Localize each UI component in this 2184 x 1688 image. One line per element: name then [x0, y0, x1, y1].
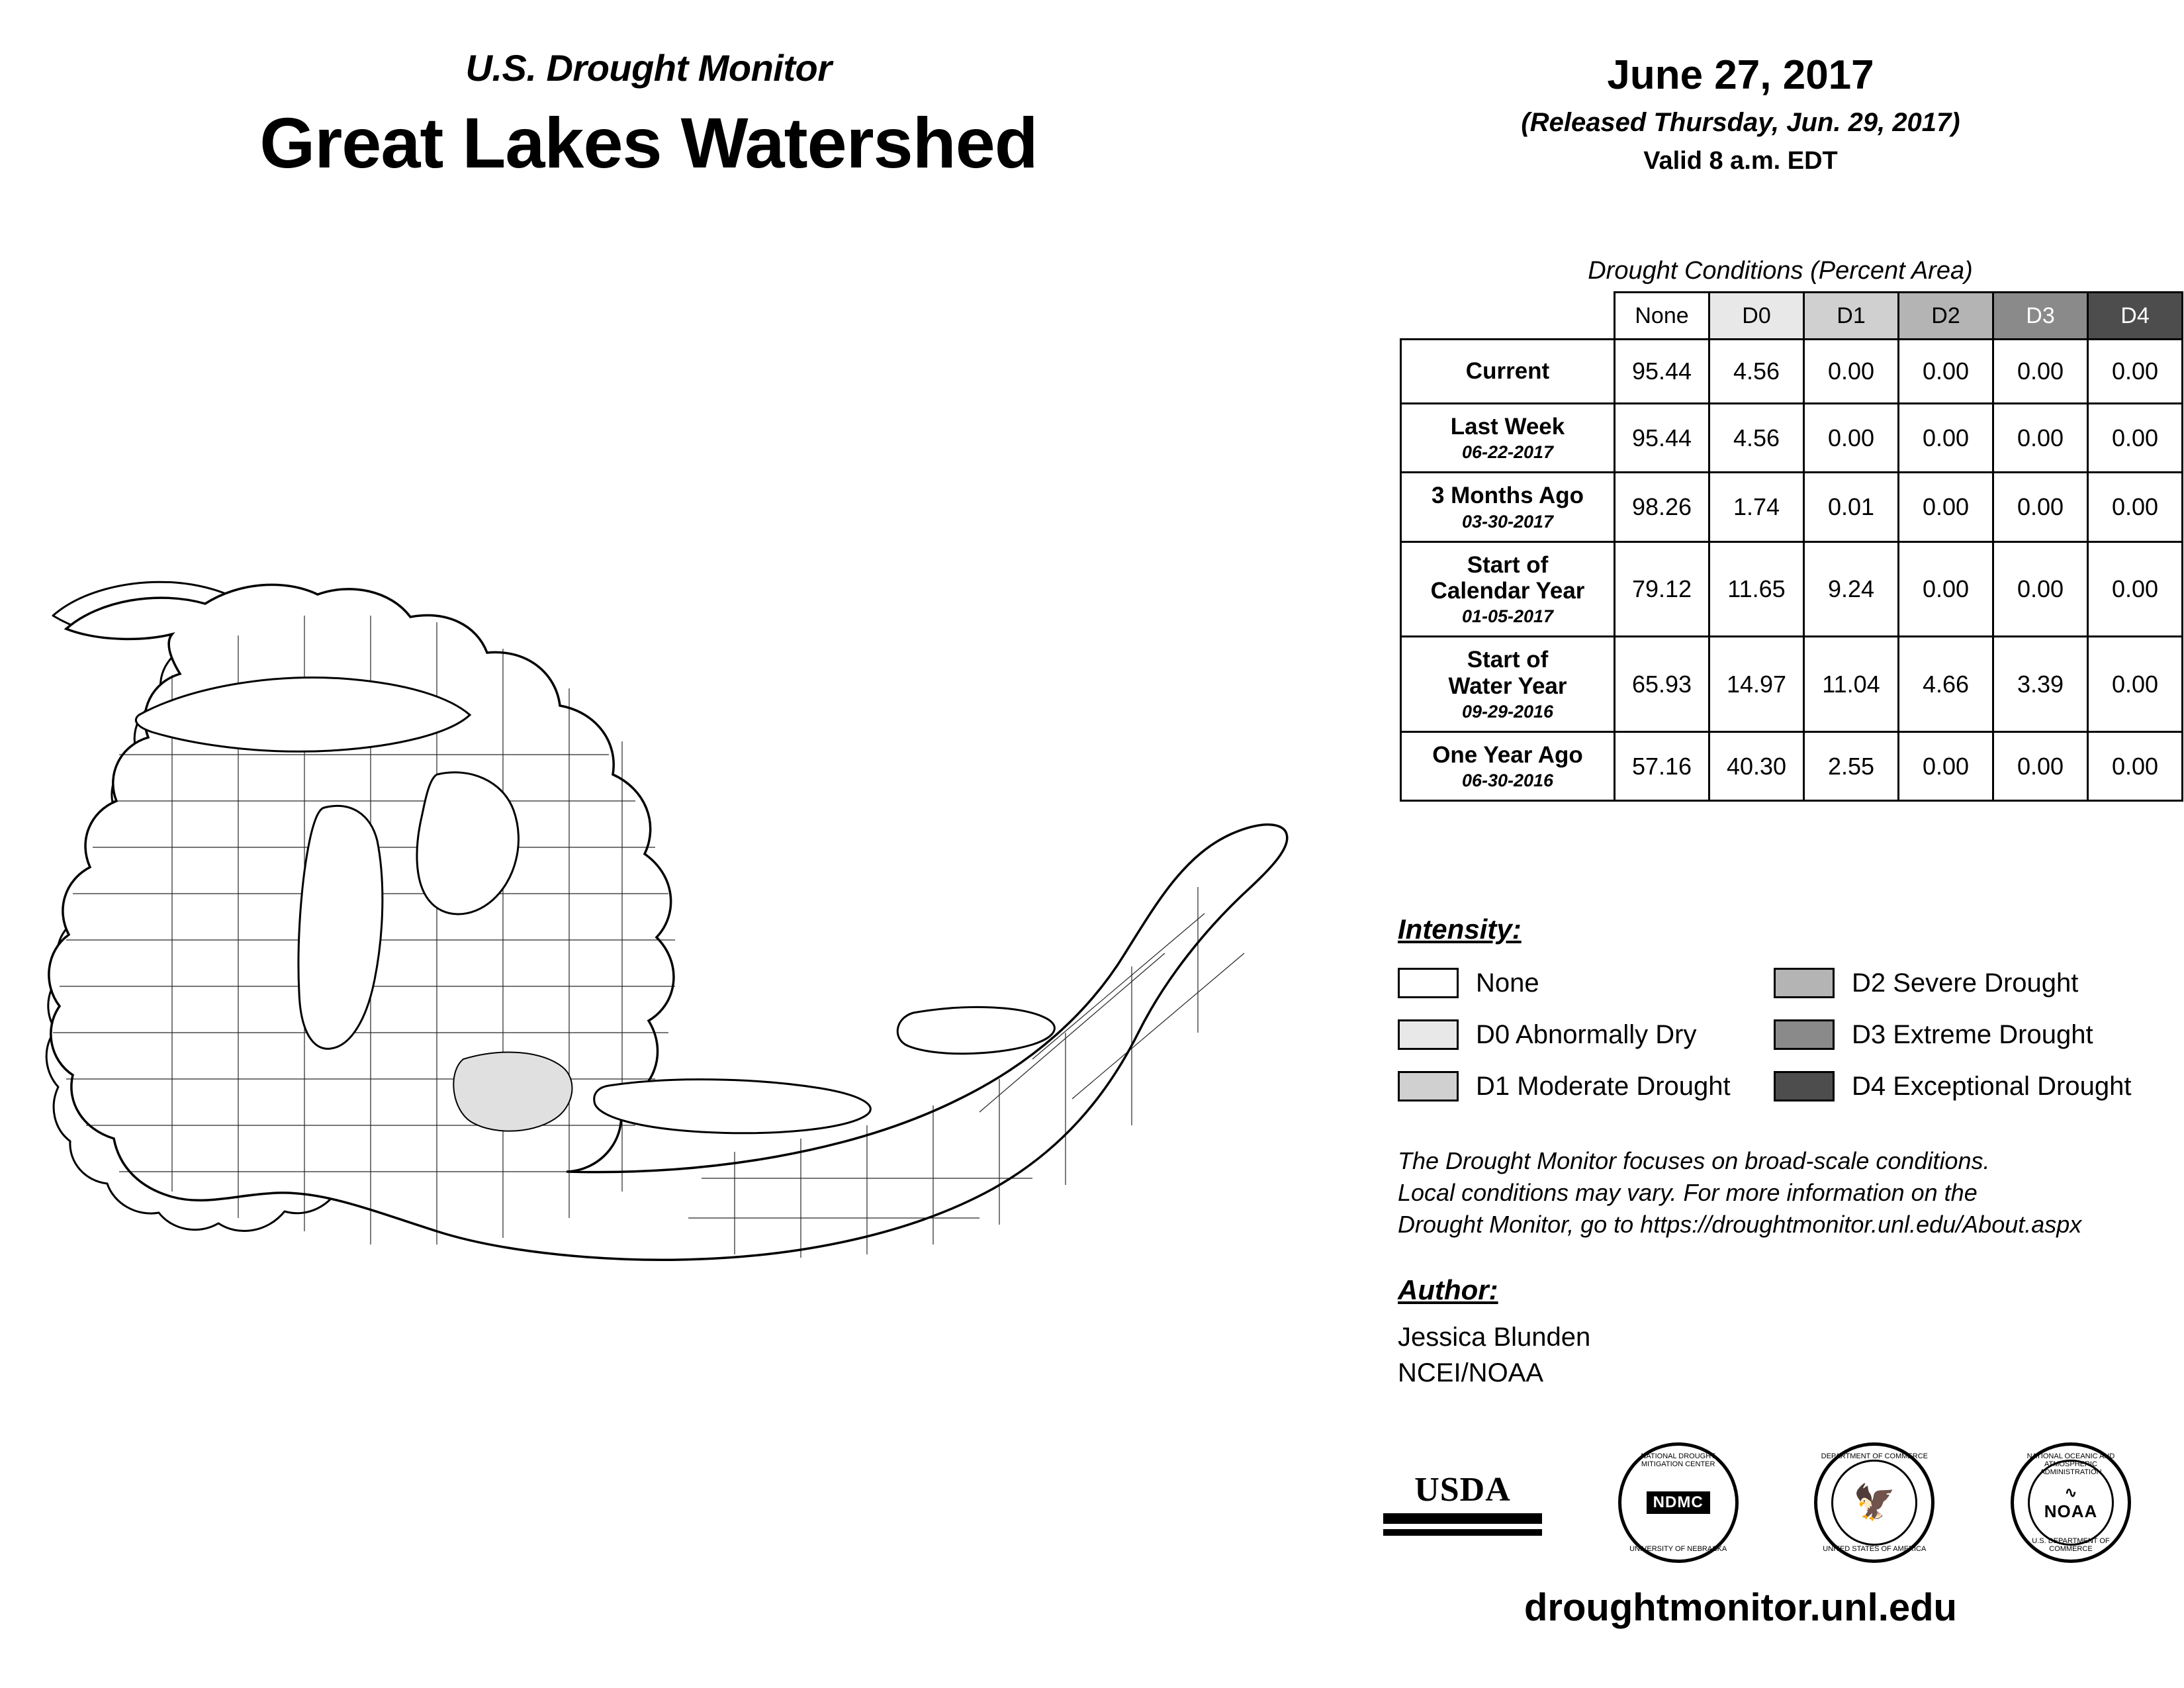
row-label-current — [1401, 340, 1615, 404]
cell-calyear-d1: 9.24 — [1804, 541, 1899, 637]
program-title: U.S. Drought Monitor — [465, 47, 832, 89]
cell-oneyear-d3: 0.00 — [1993, 732, 2088, 801]
row-label-date: 06-30-2016 — [1461, 771, 1554, 791]
cell-calyear-d4: 0.00 — [2088, 541, 2183, 637]
author-name: Jessica Blunden — [1398, 1323, 1591, 1352]
noaa-logo-text: NOAA — [2044, 1501, 2098, 1521]
legend-swatch-d0-icon — [1398, 1019, 1459, 1050]
row-label-date: 06-22-2017 — [1461, 442, 1554, 463]
usda-logo-bar-icon — [1383, 1513, 1542, 1524]
row-label-text: One Year Ago — [1432, 742, 1583, 769]
cell-lastweek-d1: 0.00 — [1804, 404, 1899, 473]
cell-3months-d4: 0.00 — [2088, 473, 2183, 541]
logo-row — [1383, 1440, 2131, 1566]
row-label-date: 09-29-2016 — [1461, 701, 1554, 722]
cell-wateryear-d4: 0.00 — [2088, 637, 2183, 732]
ndmc-ring-bottom-text: UNIVERSITY OF NEBRASKA — [1629, 1545, 1727, 1553]
cell-wateryear-none: 65.93 — [1615, 637, 1709, 732]
usda-logo-text: USDA — [1414, 1470, 1511, 1509]
cell-wateryear-d1: 11.04 — [1804, 637, 1899, 732]
legend-label-d2: D2 Severe Drought — [1852, 968, 2079, 998]
great-lakes-watershed-map[interactable] — [40, 556, 1297, 1311]
cell-oneyear-d0: 40.30 — [1709, 732, 1804, 801]
legend-swatch-none-icon — [1398, 968, 1459, 998]
author-block — [1398, 1319, 1590, 1391]
cell-3months-d2: 0.00 — [1899, 473, 1993, 541]
table-caption: Drought Conditions (Percent Area) — [1588, 257, 1973, 285]
ndmc-logo-text: NDMC — [1647, 1491, 1710, 1514]
legend-label-d4: D4 Exceptional Drought — [1852, 1071, 2132, 1101]
row-label-text: Last Week — [1450, 414, 1565, 440]
cell-calyear-none: 79.12 — [1615, 541, 1709, 637]
row-label-one-year-ago — [1401, 732, 1615, 801]
legend-swatch-d2-icon — [1774, 968, 1835, 998]
disclaimer-line-2: Local conditions may vary. For more information on the — [1398, 1178, 1978, 1206]
usda-logo — [1383, 1470, 1542, 1536]
seagull-icon: ∿ — [2064, 1483, 2077, 1501]
date-block — [1297, 52, 2184, 175]
cell-current-d2: 0.00 — [1899, 340, 1993, 404]
legend-item-d4 — [1774, 1071, 2131, 1102]
usda-logo-bar2-icon — [1383, 1529, 1542, 1536]
table-header-row — [1401, 293, 2183, 340]
cell-wateryear-d0: 14.97 — [1709, 637, 1804, 732]
noaa-logo — [2011, 1442, 2131, 1563]
legend-item-d0 — [1398, 1019, 1696, 1050]
cell-calyear-d2: 0.00 — [1899, 541, 1993, 637]
column-header-d1: D1 — [1804, 293, 1899, 340]
disclaimer-line-3: Drought Monitor, go to https://droughtmonitor.unl.edu/About.aspx — [1398, 1210, 2082, 1238]
table-row — [1401, 637, 2183, 732]
row-label-text-line2: Calendar Year — [1430, 578, 1585, 604]
noaa-ring-bottom-text: U.S. DEPARTMENT OF COMMERCE — [2032, 1537, 2110, 1553]
intensity-legend-heading: Intensity: — [1398, 914, 1522, 945]
cell-lastweek-d0: 4.56 — [1709, 404, 1804, 473]
row-label-text: 3 Months Ago — [1431, 483, 1584, 509]
author-heading: Author: — [1398, 1274, 1498, 1305]
eagle-icon: 🦅 — [1852, 1483, 1896, 1522]
cell-3months-d3: 0.00 — [1993, 473, 2088, 541]
page-title: Great Lakes Watershed — [259, 103, 1038, 183]
cell-lastweek-d2: 0.00 — [1899, 404, 1993, 473]
cell-calyear-d0: 11.65 — [1709, 541, 1804, 637]
cell-lastweek-d4: 0.00 — [2088, 404, 2183, 473]
row-label-start-calendar-year — [1401, 541, 1615, 637]
cell-3months-none: 98.26 — [1615, 473, 1709, 541]
table-row — [1401, 732, 2183, 801]
table-corner-cell — [1401, 293, 1615, 340]
legend-item-d1 — [1398, 1071, 1731, 1102]
release-date: (Released Thursday, Jun. 29, 2017) — [1521, 108, 1960, 137]
author-affiliation: NCEI/NOAA — [1398, 1358, 1544, 1387]
row-label-text-line1: Start of — [1467, 551, 1549, 578]
cell-current-d4: 0.00 — [2088, 340, 2183, 404]
cell-3months-d0: 1.74 — [1709, 473, 1804, 541]
legend-item-d3 — [1774, 1019, 2093, 1050]
legend-item-d2 — [1774, 968, 2078, 998]
row-label-date: 01-05-2017 — [1461, 606, 1554, 627]
noaa-ring-top-text: NATIONAL OCEANIC AND ATMOSPHERIC ADMINISTRATION — [2026, 1452, 2115, 1476]
drought-area-d0 — [453, 1053, 572, 1131]
legend-label-d0: D0 Abnormally Dry — [1476, 1019, 1697, 1049]
disclaimer-text — [1398, 1145, 2165, 1241]
legend-item-none — [1398, 968, 1539, 998]
column-header-d0: D0 — [1709, 293, 1804, 340]
cell-oneyear-none: 57.16 — [1615, 732, 1709, 801]
cell-oneyear-d1: 2.55 — [1804, 732, 1899, 801]
legend-label-none: None — [1476, 968, 1539, 998]
valid-time: Valid 8 a.m. EDT — [1643, 147, 1838, 175]
footer-url: droughtmonitor.unl.edu — [1524, 1586, 1957, 1629]
map-container[interactable] — [40, 556, 1297, 1311]
department-of-commerce-logo — [1814, 1442, 1934, 1563]
disclaimer-line-1: The Drought Monitor focuses on broad-scale conditions. — [1398, 1147, 1990, 1174]
drought-conditions-table — [1400, 291, 2183, 802]
row-label-text-line2: Water Year — [1448, 673, 1567, 699]
cell-calyear-d3: 0.00 — [1993, 541, 2088, 637]
cell-lastweek-none: 95.44 — [1615, 404, 1709, 473]
cell-current-none: 95.44 — [1615, 340, 1709, 404]
row-label-start-water-year — [1401, 637, 1615, 732]
cell-wateryear-d3: 3.39 — [1993, 637, 2088, 732]
column-header-d3: D3 — [1993, 293, 2088, 340]
column-header-d2: D2 — [1899, 293, 1993, 340]
table-row — [1401, 473, 2183, 541]
ndmc-logo — [1618, 1442, 1739, 1563]
cell-current-d0: 4.56 — [1709, 340, 1804, 404]
column-header-d4: D4 — [2088, 293, 2183, 340]
title-block — [0, 46, 1297, 184]
row-label-3-months-ago — [1401, 473, 1615, 541]
ndmc-ring-top-text: NATIONAL DROUGHT MITIGATION CENTER — [1641, 1452, 1715, 1468]
cell-current-d1: 0.00 — [1804, 340, 1899, 404]
lake-erie — [594, 1080, 871, 1133]
legend-label-d1: D1 Moderate Drought — [1476, 1071, 1731, 1101]
legend-swatch-d1-icon — [1398, 1071, 1459, 1102]
cell-oneyear-d2: 0.00 — [1899, 732, 1993, 801]
table-row — [1401, 541, 2183, 637]
doc-ring-bottom-text: UNITED STATES OF AMERICA — [1823, 1545, 1927, 1553]
map-date: June 27, 2017 — [1607, 52, 1874, 98]
cell-oneyear-d4: 0.00 — [2088, 732, 2183, 801]
cell-lastweek-d3: 0.00 — [1993, 404, 2088, 473]
doc-ring-top-text: DEPARTMENT OF COMMERCE — [1821, 1452, 1928, 1460]
column-header-none: None — [1615, 293, 1709, 340]
cell-3months-d1: 0.01 — [1804, 473, 1899, 541]
cell-current-d3: 0.00 — [1993, 340, 2088, 404]
row-label-last-week — [1401, 404, 1615, 473]
row-label-date: 03-30-2017 — [1461, 511, 1554, 532]
cell-wateryear-d2: 4.66 — [1899, 637, 1993, 732]
row-label-text-line1: Start of — [1467, 647, 1549, 673]
lake-ontario — [897, 1007, 1054, 1053]
legend-label-d3: D3 Extreme Drought — [1852, 1019, 2093, 1049]
legend-swatch-d4-icon — [1774, 1071, 1835, 1102]
table-row — [1401, 404, 2183, 473]
table-row — [1401, 340, 2183, 404]
legend-swatch-d3-icon — [1774, 1019, 1835, 1050]
row-label-text: Current — [1465, 358, 1550, 385]
doc-seal-inner — [1831, 1460, 1917, 1546]
